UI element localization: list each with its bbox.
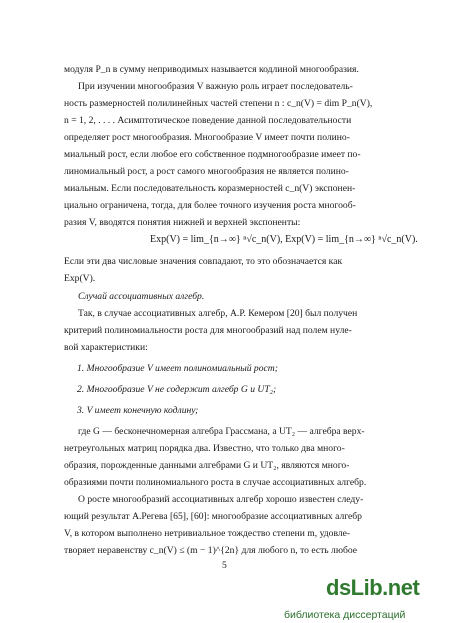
text-line: критерий полиномиальности роста для многообразий над полем нуле- — [64, 325, 352, 336]
watermark-logo: dsLib.net — [326, 575, 420, 600]
text-line: определяет рост многообразия. Многообразие V имеет почти полино- — [64, 132, 350, 143]
text-line: n = 1, 2, . . . . Асимптотическое поведение данной последовательности — [64, 115, 352, 126]
text-line: миальный рост, если любое его собственное подмногообразие имеет по- — [64, 149, 361, 160]
text-line: Exp(V). — [64, 273, 96, 284]
text-line: нетреугольных матриц порядка два. Известно, что только два много- — [64, 443, 345, 454]
page-number: 5 — [222, 560, 227, 571]
text-line: разия V, вводятся понятия нижней и верхней экспоненты: — [64, 217, 301, 228]
text-line: Если эти два числовые значения совпадают, то это обозначается как — [64, 256, 343, 267]
text-line: циально ограничена, тогда, для более точного изучения роста многооб- — [64, 200, 356, 211]
text-line: миальным. Если последовательность коразмерностей c_n(V) экспонен- — [64, 183, 356, 194]
list-item: 3. V имеет конечную кодлину; — [77, 405, 199, 416]
text-line: При изучении многообразия V важную роль играет последователь- — [78, 81, 353, 92]
text-line: творяет неравенству c_n(V) ≤ (m − 1)^{2n} для любого n, то есть любое — [64, 545, 358, 556]
watermark — [284, 575, 446, 621]
text-line: ющий результат А.Регева [65], [60]: многообразие ассоциативных алгебр — [64, 511, 362, 522]
list-item: 2. Многообразие V не содержит алгебр G и UT₂; — [77, 384, 277, 395]
text-line: образиями почти полиномиального роста в случае ассоциативных алгебр. — [64, 477, 367, 488]
text-line: линомиальный рост, а рост самого многообразия не является полино- — [64, 166, 349, 177]
text-line: модуля P_n в сумму неприводимых называется кодлиной многообразия. — [64, 64, 359, 75]
exponent-formula: Exp(V) = lim_{n→∞} ⁿ√c_n(V), Exp(V) = lim_{n→∞} ⁿ√c_n(V). — [150, 234, 418, 245]
text-line: Так, в случае ассоциативных алгебр, А.Р. Кемером [20] был получен — [78, 308, 358, 319]
text-line: где G — бесконечномерная алгебра Грассмана, а UT₂ — алгебра верх- — [78, 426, 365, 437]
list-item: 1. Многообразие V имеет полиномиальный рост; — [77, 363, 278, 374]
text-line: ность размерностей полилинейных частей степени n : c_n(V) = dim P_n(V), — [64, 98, 373, 109]
text-line: вой характеристики: — [64, 342, 148, 353]
text-line: образия, порожденные данными алгебрами G и UT₂, являются много- — [64, 460, 350, 471]
section-title: Случай ассоциативных алгебр. — [78, 291, 205, 302]
text-line: О росте многообразий ассоциативных алгебр хорошо известен следу- — [78, 494, 364, 505]
watermark-subtitle: библиотека диссертаций — [284, 609, 406, 621]
text-line: V, в котором выполнено нетривиальное тождество степени m, удовле- — [64, 528, 351, 539]
